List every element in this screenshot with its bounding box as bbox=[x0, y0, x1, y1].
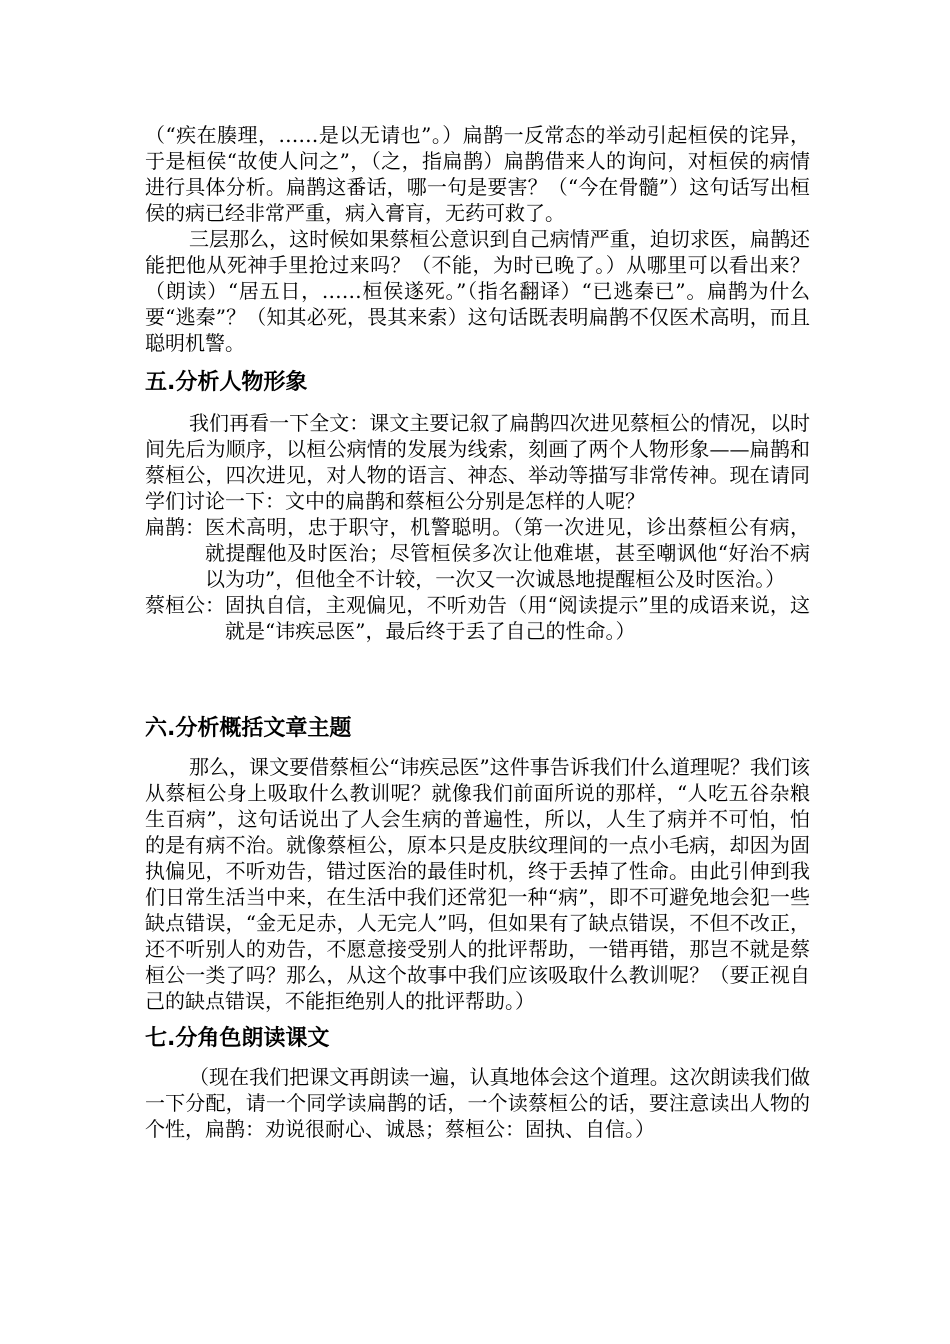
character-description: 医术高明，忠于职守，机警聪明。（第一次进见，诊出蔡桓公有病，就提醒他及时医治；尽管桓侯多次让他难堪，甚至嘲讽他“好治不病以为功”，但他全不计较，一次又一次诚恳地提醒桓公及时医治。） bbox=[205, 515, 810, 591]
section-heading: 七.分角色朗读课文 bbox=[145, 1026, 330, 1051]
section-heading: 六.分析概括文章主题 bbox=[145, 716, 352, 741]
character-entry-caihuangong bbox=[145, 592, 810, 644]
paragraph: 那么，课文要借蔡桓公“讳疾忌医”这件事告诉我们什么道理呢？我们该从蔡桓公身上吸取什么教训呢？就像我们前面所说的那样，“人吃五谷杂粮生百病”，这句话说出了人会生病的普遍性，所以，人生了病并不可怕，怕的是有病不治。就像蔡桓公，原本只是皮肤纹理间的一点小毛病，却因为固执偏见，不听劝告，错过医治的最佳时机，终于丢掉了性命。由此引伸到我们日常生活当中来，在生活中我们还常犯一种“病”，即不可避免地会犯一些缺点错误，“金无足赤，人无完人”吗，但如果有了缺点错误，不但不改正，还不听别人的劝告，不愿意接受别人的批评帮助，一错再错，那岂不就是蔡桓公一类了吗？那么，从这个故事中我们应该吸取什么教训呢？（要正视自己的缺点错误，不能拒绝别人的批评帮助。） bbox=[145, 755, 810, 1013]
character-entry-bianque bbox=[145, 514, 810, 592]
paragraph: （“疾在腠理，……是以无请也”。）扁鹊一反常态的举动引起桓侯的诧异，于是桓侯“故使人问之”，（之，指扁鹊）扁鹊借来人的询问，对桓侯的病情进行具体分析。扁鹊这番话，哪一句是要害？（“今在骨髓”）这句话写出桓侯的病已经非常严重，病入膏肓，无药可救了。 bbox=[145, 123, 810, 225]
section-heading: 五.分析人物形象 bbox=[145, 370, 308, 395]
document-page bbox=[145, 122, 810, 1142]
paragraph: 三层那么，这时候如果蔡桓公意识到自己病情严重，迫切求医，扁鹊还能把他从死神手里抢过来吗？（不能，为时已晚了。）从哪里可以看出来？（朗读）“居五日，……桓侯遂死。”（指名翻译）“已逃秦已”。扁鹊为什么要“逃秦”？（知其必死，畏其来索）这句话既表明扁鹊不仅医术高明，而且聪明机警。 bbox=[145, 227, 810, 355]
paragraph: 我们再看一下全文：课文主要记叙了扁鹊四次进见蔡桓公的情况，以时间先后为顺序，以桓公病情的发展为线索，刻画了两个人物形象——扁鹊和蔡桓公，四次进见，对人物的语言、神态、举动等描写非常传神。现在请同学们讨论一下：文中的扁鹊和蔡桓公分别是怎样的人呢？ bbox=[145, 411, 810, 513]
character-description: 固执自信，主观偏见，不听劝告（用“阅读提示”里的成语来说，这就是“讳疾忌医”，最后终于丢了自己的性命。） bbox=[225, 593, 810, 643]
character-name: 扁鹊： bbox=[145, 515, 205, 539]
character-name: 蔡桓公： bbox=[145, 593, 225, 617]
paragraph: （现在我们把课文再朗读一遍，认真地体会这个道理。这次朗读我们做一下分配，请一个同学读扁鹊的话，一个读蔡桓公的话，要注意读出人物的个性，扁鹊：劝说很耐心、诚恳；蔡桓公：固执、自信。） bbox=[145, 1065, 810, 1141]
